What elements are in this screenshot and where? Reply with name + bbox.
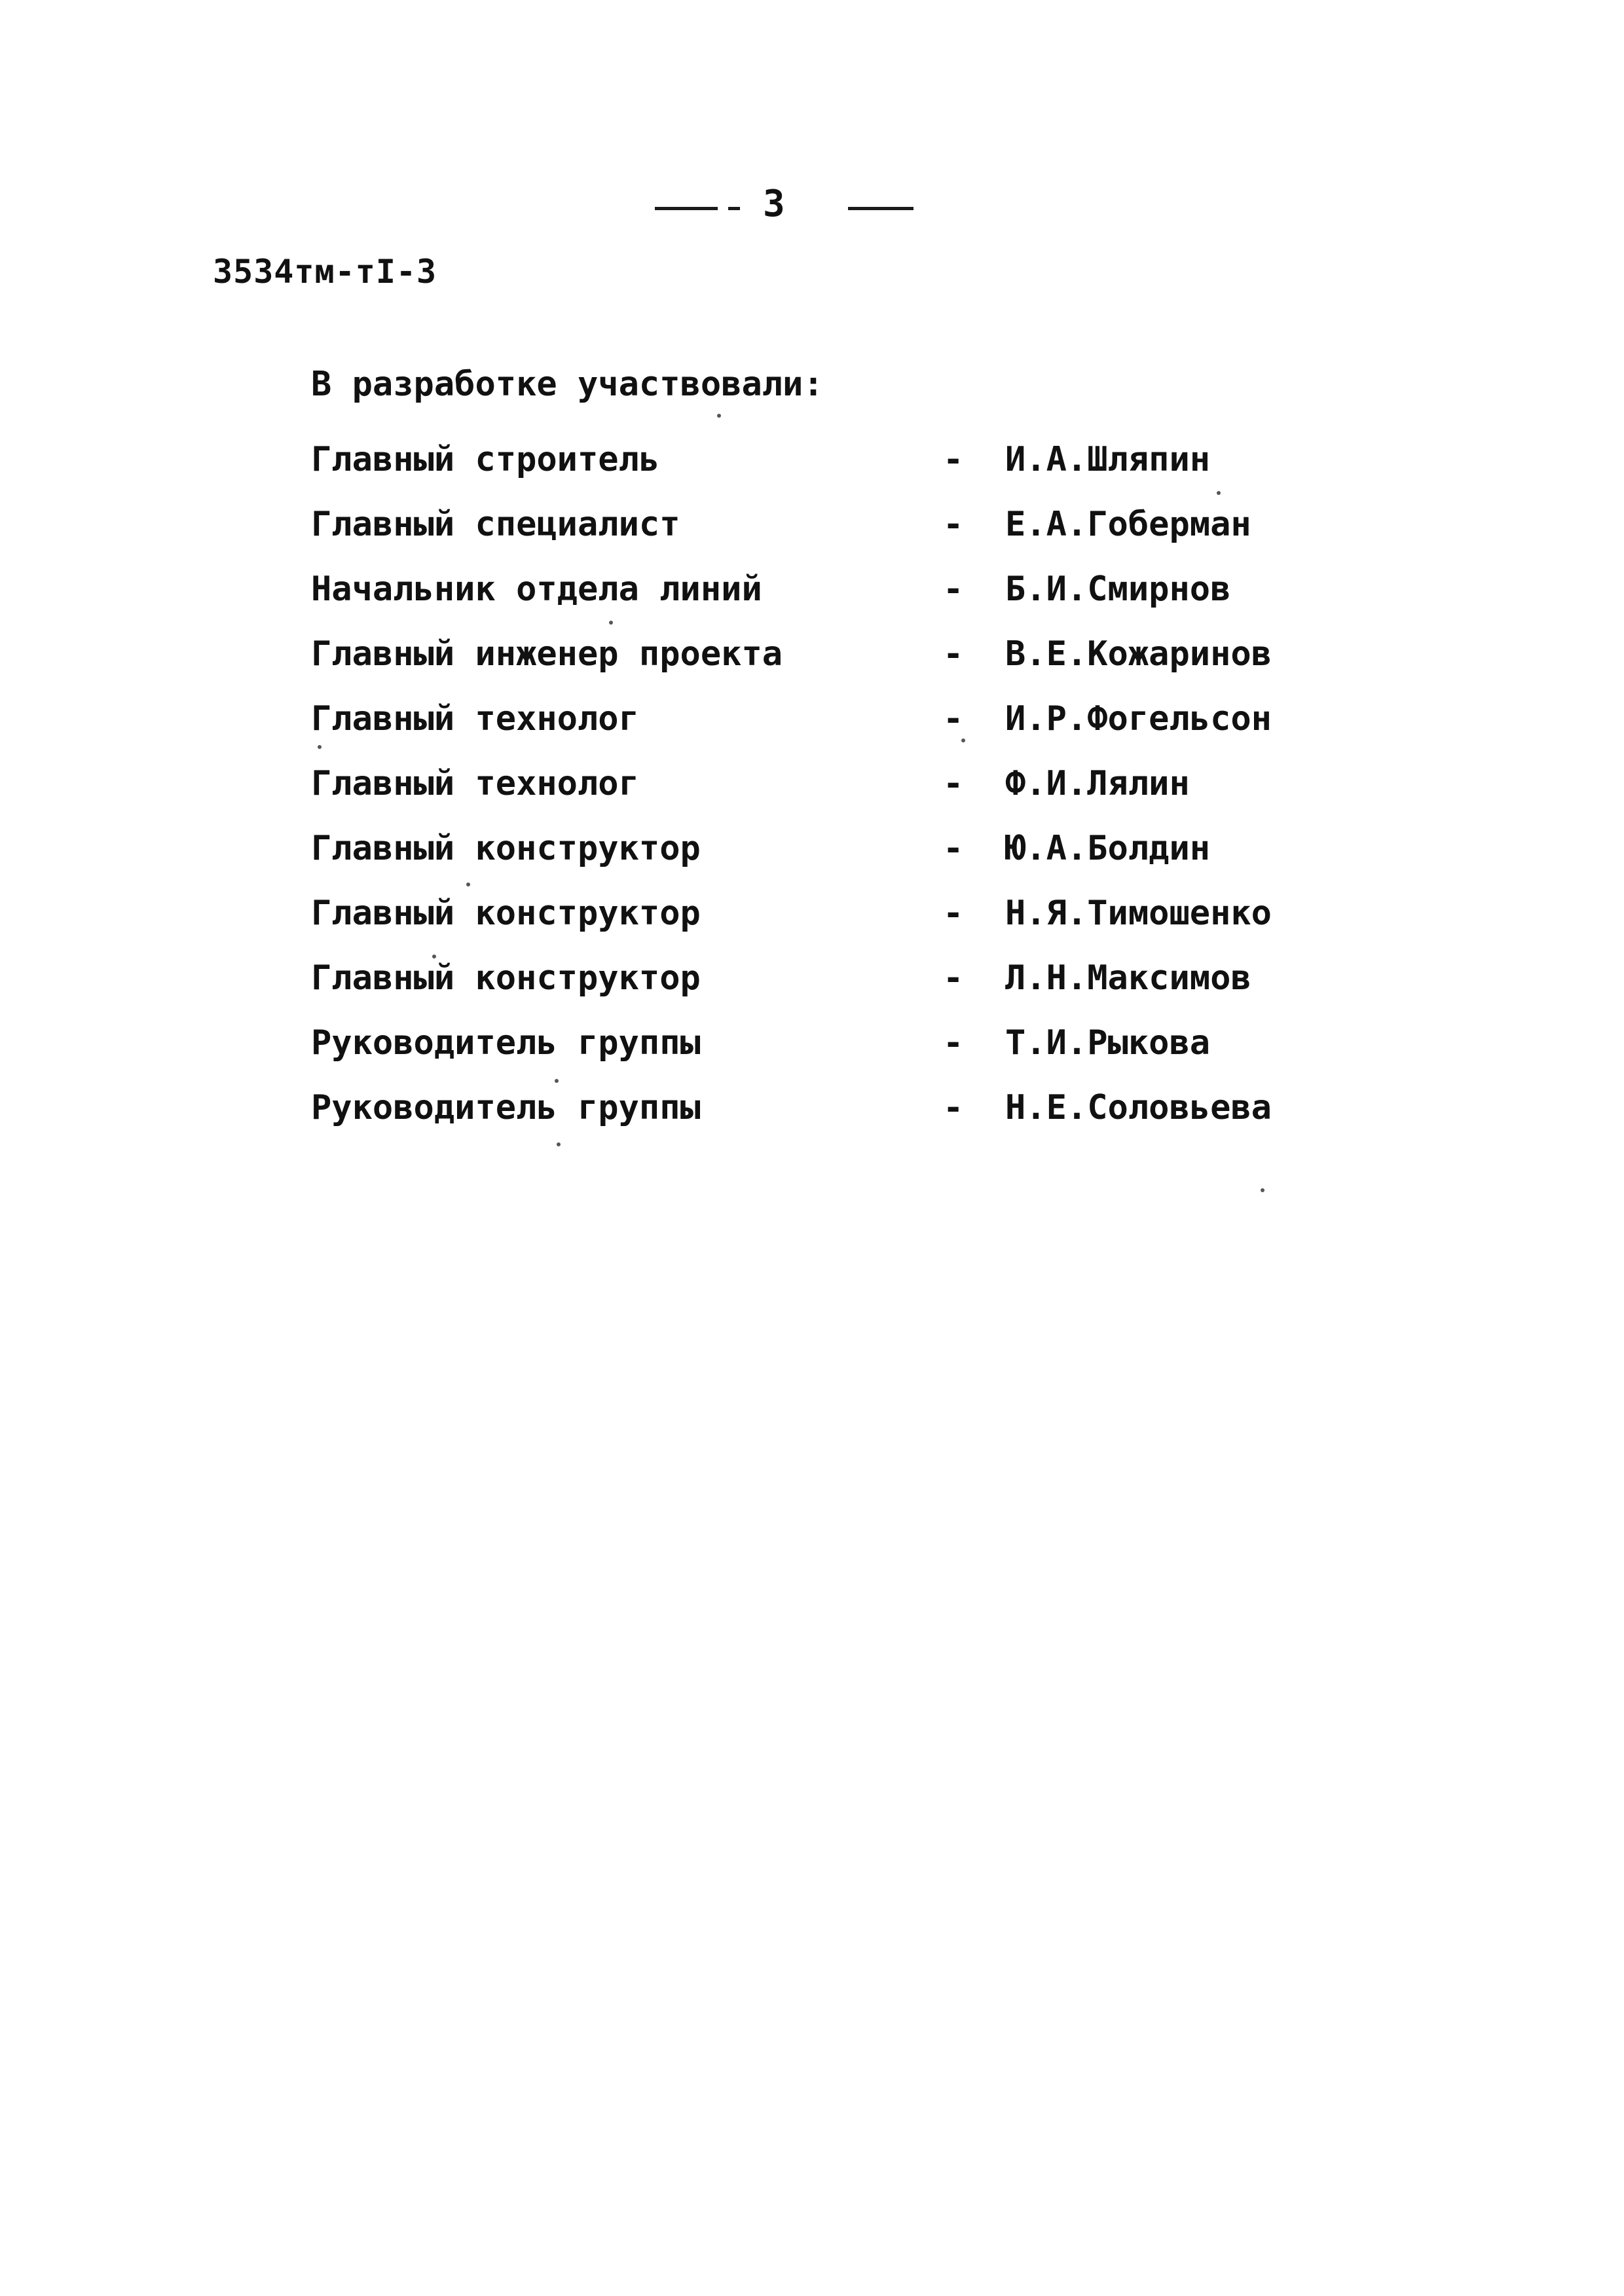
separator-dash: -	[943, 764, 964, 803]
participant-name: Л.Н.Максимов	[1005, 958, 1251, 998]
participant-role: Главный конструктор	[311, 894, 701, 933]
list-item	[311, 568, 1346, 633]
participant-role: Главный технолог	[311, 699, 639, 738]
list-item	[311, 763, 1346, 828]
participant-name: И.А.Шляпин	[1005, 440, 1211, 479]
participant-role: Главный технолог	[311, 764, 639, 803]
participant-name: В.Е.Кожаринов	[1005, 634, 1272, 674]
scan-speck	[318, 745, 322, 749]
separator-dash: -	[943, 570, 964, 609]
participant-role: Главный инженер проекта	[311, 634, 783, 674]
scan-speck	[717, 414, 721, 418]
scan-speck	[609, 621, 613, 625]
participant-role: Руководитель группы	[311, 1088, 701, 1127]
separator-dash: -	[943, 958, 964, 998]
list-item	[311, 439, 1346, 503]
separator-dash: -	[943, 1088, 964, 1127]
list-item	[311, 957, 1346, 1022]
scan-speck	[1217, 491, 1221, 495]
page-number: 3	[763, 183, 785, 225]
participant-role: Главный конструктор	[311, 829, 701, 868]
scan-speck	[557, 1142, 561, 1146]
page-number-right-rule	[848, 207, 913, 210]
participant-name: Б.И.Смирнов	[1005, 570, 1231, 609]
participant-name: Н.Е.Соловьева	[1005, 1088, 1272, 1127]
list-item	[311, 1087, 1346, 1152]
scan-speck	[961, 738, 965, 742]
participant-role: Главный строитель	[311, 440, 660, 479]
list-item	[311, 503, 1346, 568]
list-item	[311, 1022, 1346, 1087]
document-code: 3534тм-тI-3	[213, 253, 437, 291]
participants-list	[311, 439, 1346, 1152]
participant-name: Ю.А.Болдин	[1005, 829, 1211, 868]
page-number-left-rule	[655, 207, 718, 210]
page-number-header	[655, 185, 930, 230]
scan-speck	[555, 1079, 559, 1083]
participant-name: Ф.И.Лялин	[1005, 764, 1190, 803]
separator-dash: -	[943, 894, 964, 933]
separator-dash: -	[943, 634, 964, 674]
participant-role: Руководитель группы	[311, 1023, 701, 1063]
participants-heading: В разработке участвовали:	[311, 365, 824, 404]
participant-name: Т.И.Рыкова	[1005, 1023, 1211, 1063]
separator-dash: -	[943, 440, 964, 479]
scan-speck	[1261, 1188, 1264, 1192]
list-item	[311, 633, 1346, 698]
separator-dash: -	[943, 1023, 964, 1063]
participant-name: И.Р.Фогельсон	[1005, 699, 1272, 738]
scan-speck	[432, 955, 436, 958]
list-item	[311, 698, 1346, 763]
separator-dash: -	[943, 505, 964, 544]
participant-role: Начальник отдела линий	[311, 570, 762, 609]
separator-dash: -	[943, 829, 964, 868]
participant-role: Главный специалист	[311, 505, 680, 544]
participant-role: Главный конструктор	[311, 958, 701, 998]
participant-name: Н.Я.Тимошенко	[1005, 894, 1272, 933]
scan-speck	[466, 883, 470, 886]
participant-name: Е.А.Гоберман	[1005, 505, 1251, 544]
list-item	[311, 892, 1346, 957]
separator-dash: -	[943, 699, 964, 738]
